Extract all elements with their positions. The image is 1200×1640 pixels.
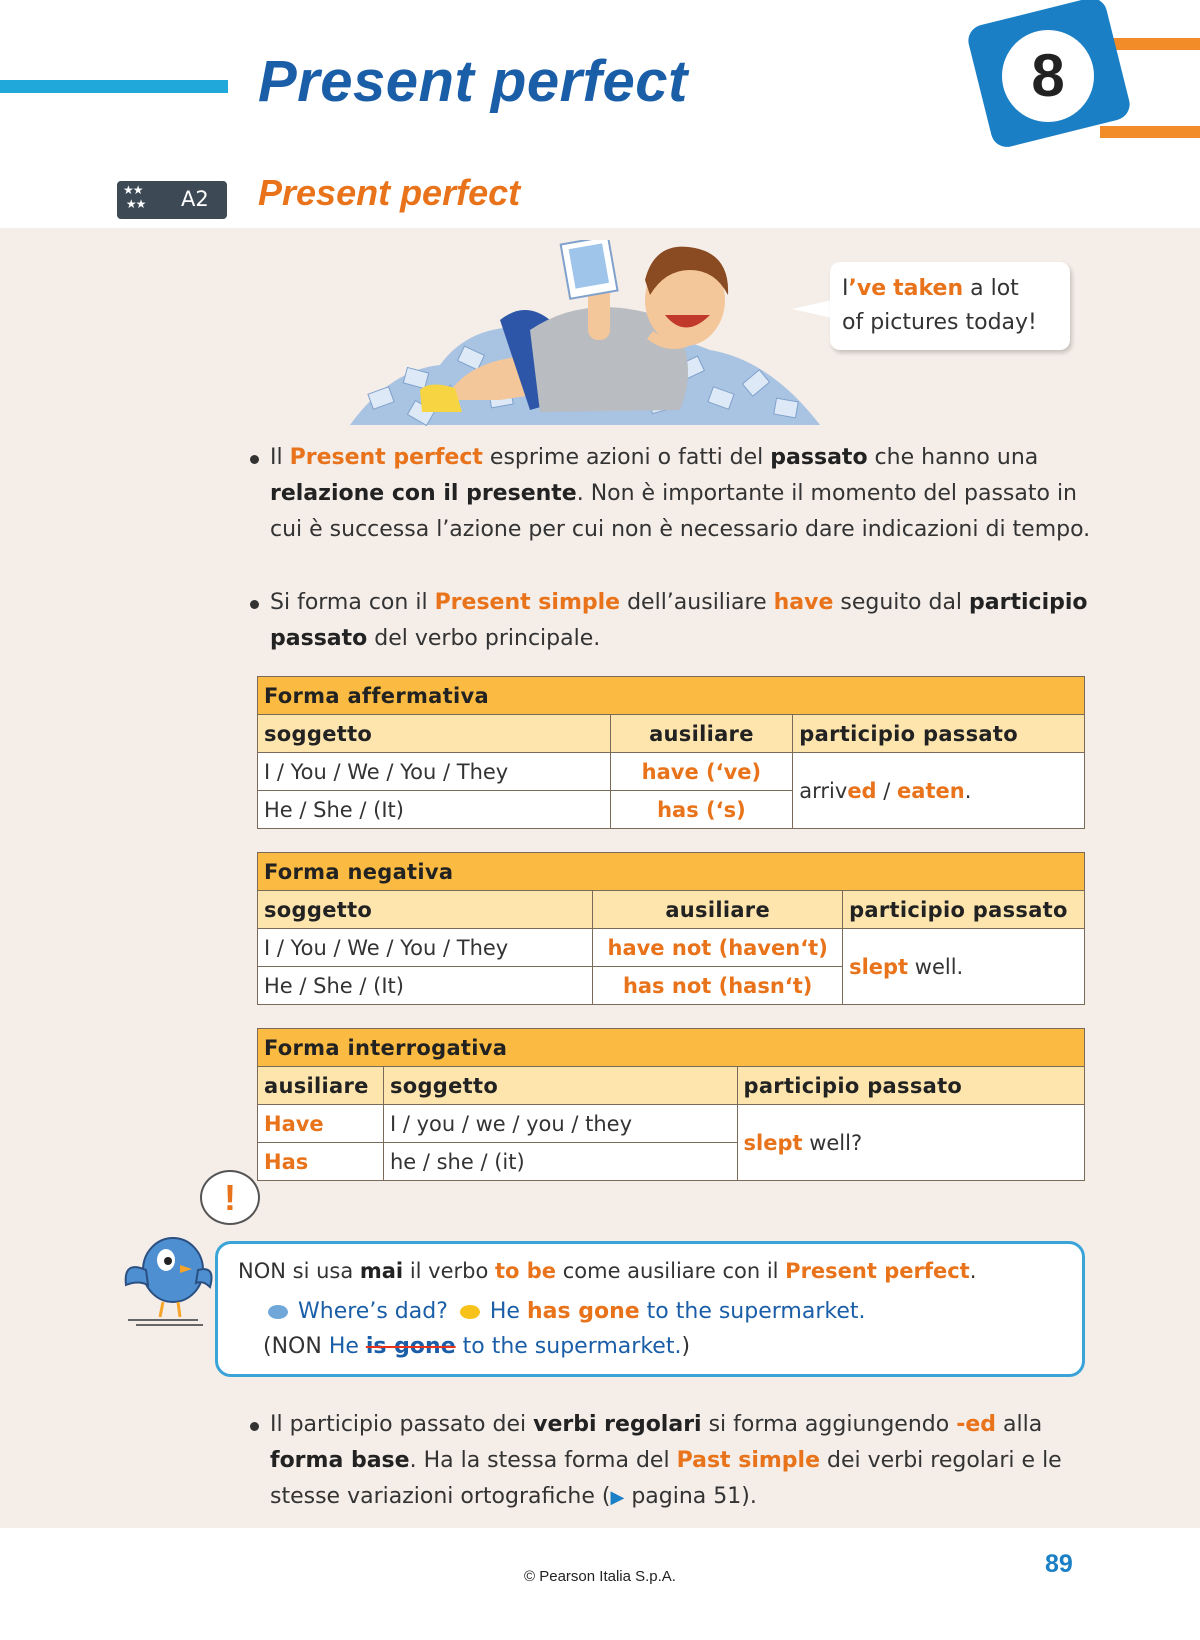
term-participio: participio passato — [270, 590, 1088, 651]
word-slept: slept — [849, 954, 909, 979]
term-present-perfect: Present perfect — [289, 445, 483, 470]
speech-bubble-text — [842, 272, 1037, 340]
column-header: ausiliare — [593, 891, 843, 929]
table-cell-participle — [843, 929, 1085, 1005]
text: Si forma con il — [270, 590, 435, 615]
text: He — [328, 1334, 366, 1359]
table-cell-aux: has (‘s) — [610, 791, 793, 829]
text: ) — [681, 1334, 691, 1359]
note-example — [268, 1299, 865, 1324]
text: . Non è importante il momento del passato in cui è successa l’azione per cui non è necessario dare indicazioni di tempo. — [270, 481, 1091, 542]
text: to the supermarket. — [455, 1334, 682, 1359]
paragraph-formation — [270, 585, 1100, 657]
speech-word-taken: taken — [893, 276, 964, 301]
section-title: Present perfect — [258, 172, 521, 213]
decor-stripe-bottom — [1100, 126, 1200, 138]
word-mai: mai — [359, 1259, 404, 1283]
text: che hanno una — [867, 445, 1039, 470]
table-cell-participle — [793, 753, 1085, 829]
text: arriv — [799, 778, 848, 803]
term-verbi-regolari: verbi regolari — [533, 1412, 702, 1437]
cartoon-boy-illustration — [350, 240, 820, 430]
speech-word-i: I — [842, 276, 849, 301]
column-header: soggetto — [258, 891, 593, 929]
text: alla — [996, 1412, 1043, 1437]
level-label: A2 — [181, 187, 209, 211]
text: NON si usa — [238, 1259, 360, 1283]
speech-line-2: of pictures today! — [842, 310, 1037, 335]
word-is-gone-struck: is gone — [365, 1334, 456, 1359]
word-to-be: to be — [495, 1259, 557, 1283]
speech-dot-icon — [460, 1305, 480, 1319]
copyright: © Pearson Italia S.p.A. — [524, 1568, 676, 1585]
text: dell’ausiliare — [620, 590, 774, 615]
text: dei verbi regolari e le stesse variazioni ortografiche ( — [270, 1448, 1062, 1509]
term-passato: passato — [770, 445, 868, 470]
text: / — [876, 778, 898, 803]
page-number: 89 — [1045, 1550, 1073, 1578]
level-stars-icon: ★★ ★★ — [123, 183, 146, 211]
page-reference[interactable]: pagina 51). — [624, 1484, 757, 1509]
table-negative — [257, 852, 1085, 1005]
table-cell-subject: He / She / (It) — [258, 791, 611, 829]
table-cell-subject: he / she / (it) — [383, 1143, 737, 1181]
suffix-ed: -ed — [956, 1412, 997, 1437]
text: Il participio passato dei — [270, 1412, 534, 1437]
table-cell-participle — [737, 1105, 1085, 1181]
table-cell-aux: Have — [258, 1105, 384, 1143]
word-slept: slept — [743, 1130, 803, 1155]
chapter-number: 8 — [1031, 42, 1065, 109]
term-forma-base: forma base — [270, 1448, 410, 1473]
header-rule — [0, 80, 228, 93]
note-counter-example — [263, 1334, 690, 1359]
exclaim-icon: ! — [224, 1177, 236, 1218]
table-cell-aux: have not (haven‘t) — [593, 929, 843, 967]
column-header: participio passato — [843, 891, 1085, 929]
speech-bubble — [830, 262, 1070, 350]
table-cell-aux: have (‘ve) — [610, 753, 793, 791]
word-eaten: eaten — [897, 778, 965, 803]
table-title: Forma interrogativa — [258, 1029, 1085, 1067]
table-cell-aux: Has — [258, 1143, 384, 1181]
table-title: Forma negativa — [258, 853, 1085, 891]
paragraph-definition — [270, 440, 1100, 548]
page-title: Present perfect — [258, 49, 688, 114]
exclaim-bubble — [200, 1170, 260, 1225]
bullet-icon — [250, 455, 259, 464]
column-header: ausiliare — [610, 715, 793, 753]
text: well? — [802, 1130, 863, 1155]
text: del verbo principale. — [367, 626, 601, 651]
text: Il — [270, 445, 290, 470]
bullet-icon — [250, 1422, 259, 1431]
text: . Ha la stessa forma del — [409, 1448, 677, 1473]
table-affirmative — [257, 676, 1085, 829]
column-header: participio passato — [737, 1067, 1085, 1105]
table-cell-aux: has not (hasn‘t) — [593, 967, 843, 1005]
text: come ausiliare con il — [556, 1259, 786, 1283]
bird-mascot-icon — [118, 1225, 218, 1330]
text: esprime azioni o fatti del — [482, 445, 771, 470]
text: si forma aggiungendo — [701, 1412, 957, 1437]
text: . — [969, 1259, 977, 1283]
word-has-gone: has gone — [526, 1299, 640, 1324]
speech-dot-icon — [268, 1305, 288, 1319]
page-arrow-icon[interactable]: ▶ — [610, 1487, 625, 1508]
text: He — [489, 1299, 527, 1324]
text: . — [964, 778, 972, 803]
suffix-ed: ed — [847, 778, 877, 803]
table-interrogative — [257, 1028, 1085, 1181]
text: seguito dal — [833, 590, 970, 615]
term-present-perfect: Present perfect — [785, 1259, 970, 1283]
table-title: Forma affermativa — [258, 677, 1085, 715]
term-relazione: relazione con il presente — [270, 481, 577, 506]
term-present-simple: Present simple — [434, 590, 621, 615]
column-header: ausiliare — [258, 1067, 384, 1105]
bullet-icon — [250, 600, 259, 609]
note-line-1 — [238, 1259, 976, 1283]
term-past-simple: Past simple — [676, 1448, 820, 1473]
term-have: have — [773, 590, 834, 615]
column-header: participio passato — [793, 715, 1085, 753]
text: il verbo — [403, 1259, 495, 1283]
example-question: Where’s dad? — [298, 1299, 448, 1324]
note-box — [215, 1241, 1085, 1377]
table-cell-subject: He / She / (It) — [258, 967, 593, 1005]
column-header: soggetto — [258, 715, 611, 753]
text: well. — [908, 954, 964, 979]
table-cell-subject: I / you / we / you / they — [383, 1105, 737, 1143]
level-badge — [117, 181, 227, 219]
text: (NON — [263, 1334, 329, 1359]
speech-word-ve: ’ve — [848, 276, 887, 301]
table-cell-subject: I / You / We / You / They — [258, 929, 593, 967]
column-header: soggetto — [383, 1067, 737, 1105]
speech-bubble-tail — [792, 300, 832, 318]
table-cell-subject: I / You / We / You / They — [258, 753, 611, 791]
paragraph-regular-verbs — [270, 1407, 1090, 1516]
speech-rest: a lot — [963, 276, 1019, 301]
text: to the supermarket. — [639, 1299, 866, 1324]
